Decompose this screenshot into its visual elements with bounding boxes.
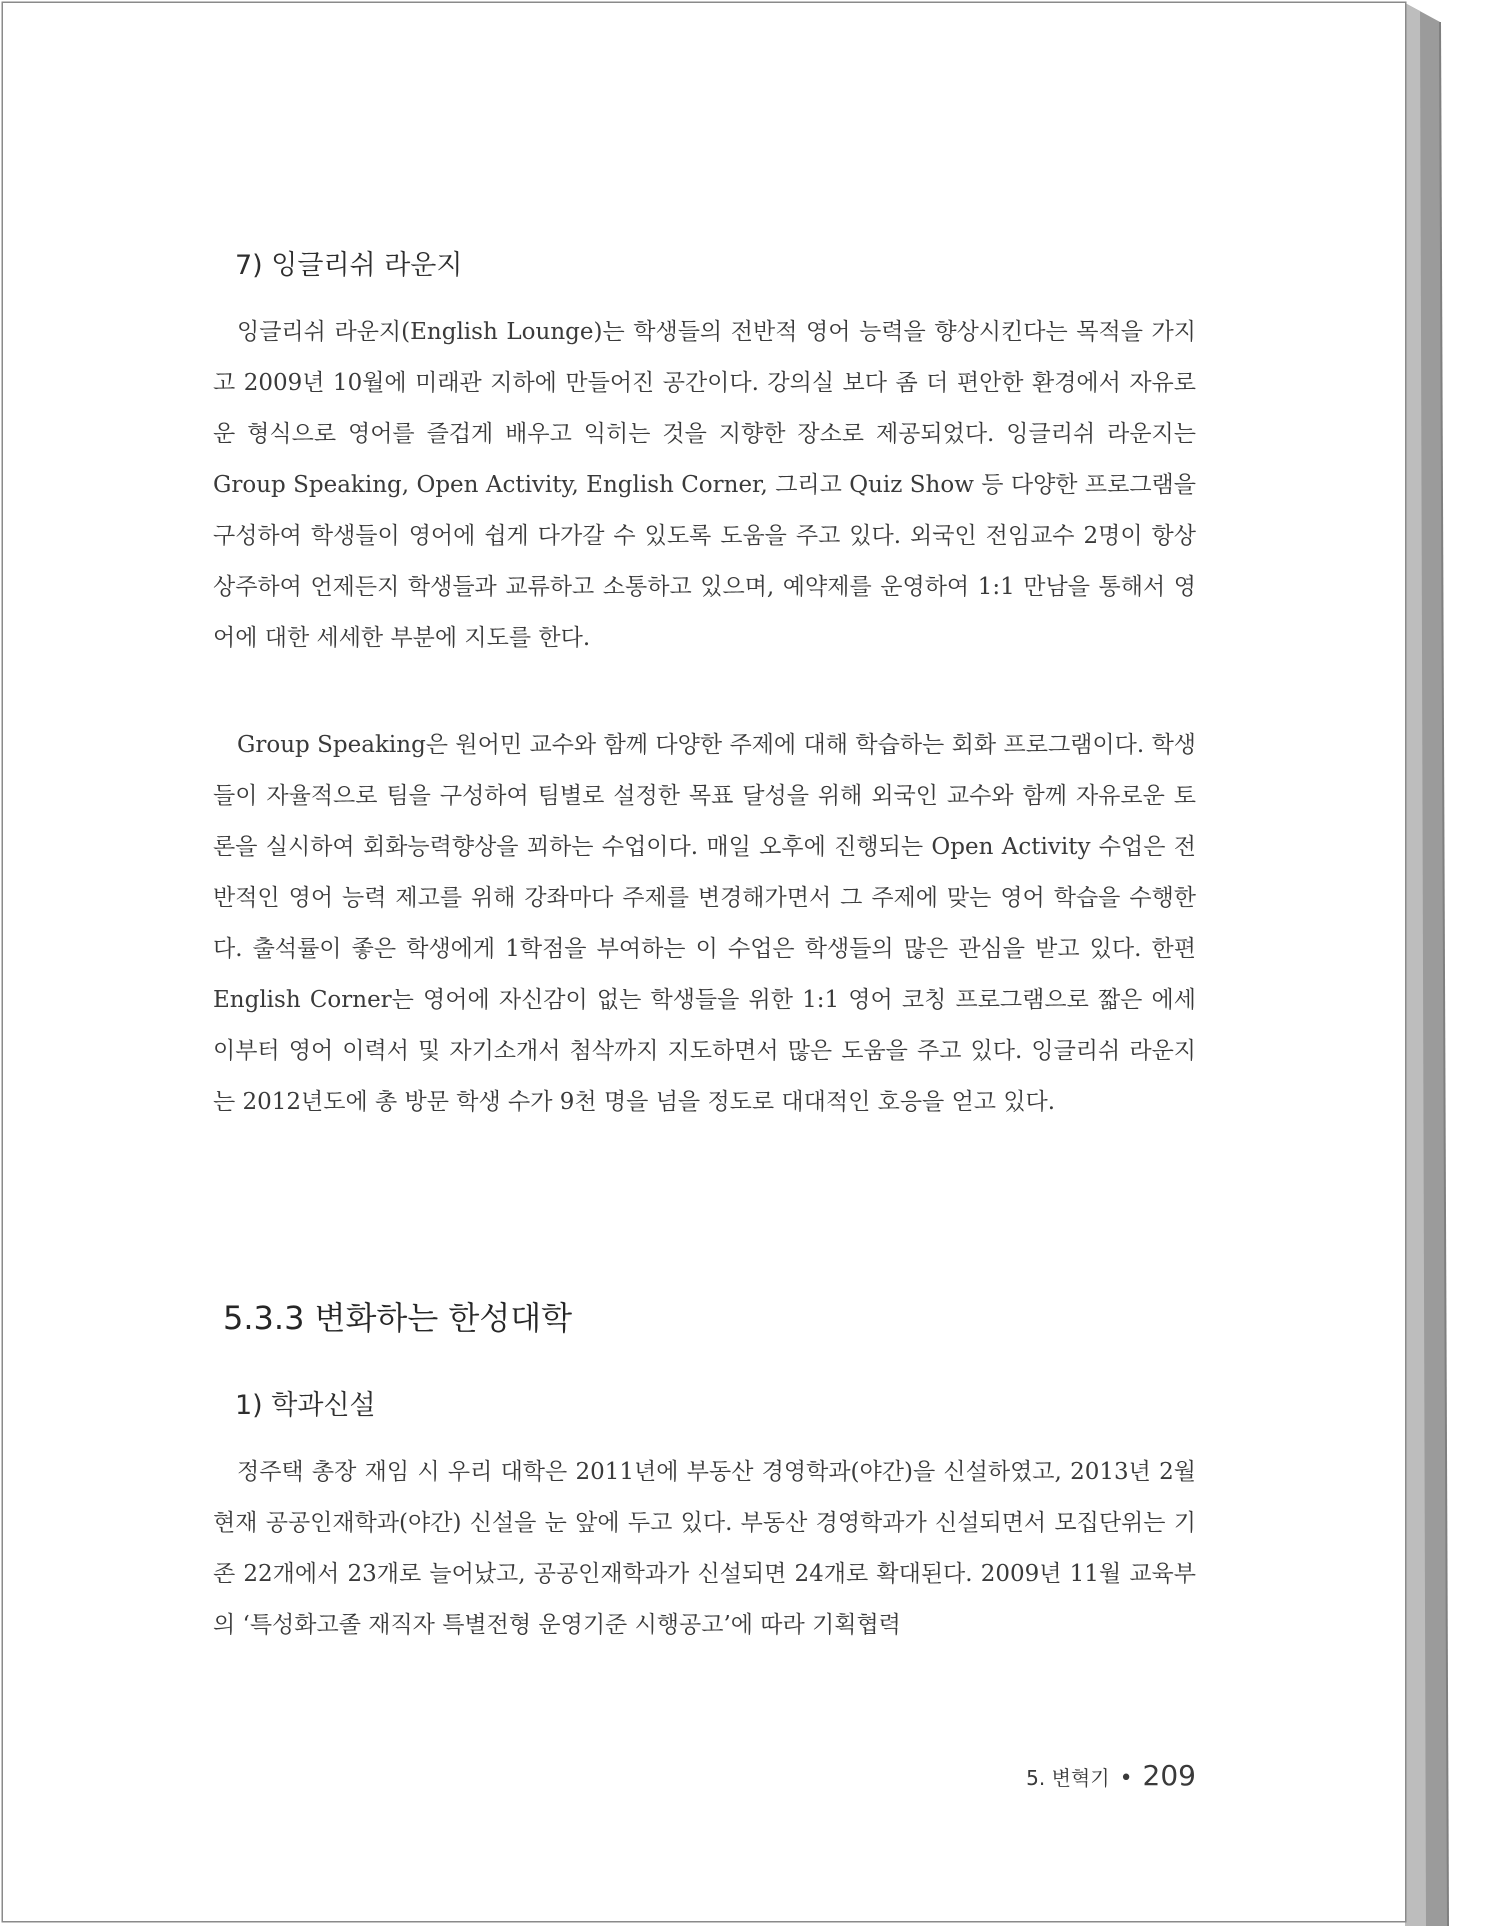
section-heading-changing-hansung: 5.3.3 변화하는 한성대학 [223,1299,573,1337]
document-page [3,3,1405,1921]
page-number: 209 [1142,1759,1196,1792]
paragraph-english-lounge-intro: 잉글리쉬 라운지(English Lounge)는 학생들의 전반적 영어 능력을 향상시킨다는 목적을 가지고 2009년 10월에 미래관 지하에 만들어진 공간이다. 강의실 보다 좀 더 편안한 환경에서 자유로운 형식으로 영어를 즐겁게 배우고 익히는 것을 지향한 장소로 제공되었다. 잉글리쉬 라운지는 Group Speaking, Open Activity, English Corner, 그리고 Quiz Show 등 다양한 프로그램을 구성하여 학생들이 영어에 쉽게 다가갈 수 있도록 도움을 주고 있다. 외국인 전임교수 2명이 항상 상주하여 언제든지 학생들과 교류하고 소통하고 있으며, 예약제를 운영하여 1:1 만남을 통해서 영어에 대한 세세한 부분에 지도를 한다. [213,319,1196,651]
subsection-heading-new-departments: 1) 학과신설 [235,1390,376,1421]
footer-chapter: 5. 변혁기 [1026,1766,1110,1790]
subsection-heading-english-lounge: 7) 잉글리쉬 라운지 [235,250,463,281]
page-footer [1026,1759,1196,1792]
paragraph-english-lounge-programs: Group Speaking은 원어민 교수와 함께 다양한 주제에 대해 학습하는 회화 프로그램이다. 학생들이 자율적으로 팀을 구성하여 팀별로 설정한 목표 달성을 위해 외국인 교수와 함께 자유로운 토론을 실시하여 회화능력향상을 꾀하는 수업이다. 매일 오후에 진행되는 Open Activity 수업은 전반적인 영어 능력 제고를 위해 강좌마다 주제를 변경해가면서 그 주제에 맞는 영어 학습을 수행한다. 출석률이 좋은 학생에게 1학점을 부여하는 이 수업은 학생들의 많은 관심을 받고 있다. 한편 English Corner는 영어에 자신감이 없는 학생들을 위한 1:1 영어 코칭 프로그램으로 짧은 에세이부터 영어 이력서 및 자기소개서 첨삭까지 지도하면서 많은 도움을 주고 있다. 잉글리쉬 라운지는 2012년도에 총 방문 학생 수가 9천 명을 넘을 정도로 대대적인 호응을 얻고 있다. [213,732,1196,1115]
paragraph-new-departments: 정주택 총장 재임 시 우리 대학은 2011년에 부동산 경영학과(야간)을 신설하였고, 2013년 2월 현재 공공인재학과(야간) 신설을 눈 앞에 두고 있다. 부동산 경영학과가 신설되면서 모집단위는 기존 22개에서 23개로 늘어났고, 공공인재학과가 신설되면 24개로 확대된다. 2009년 11월 교육부의 ‘특성화고졸 재직자 특별전형 운영기준 시행공고’에 따라 기획협력 [213,1459,1196,1638]
footer-bullet: • [1119,1766,1133,1791]
